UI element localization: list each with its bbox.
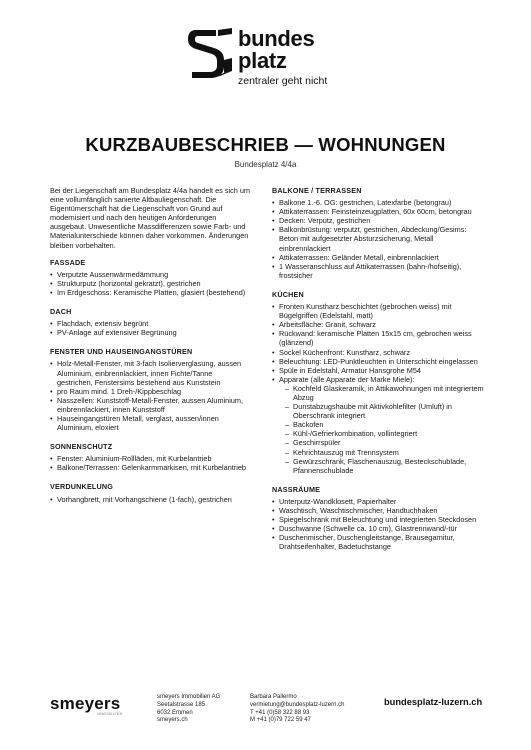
section-heading-balkone: BALKONE / TERRASSEN xyxy=(272,186,362,195)
left-column xyxy=(50,186,250,514)
list-item: • Balkone 1.-6. OG: gestrichen, Latexfarbe (betongrau) xyxy=(272,198,484,207)
list-item: • Balkonbrüstung: verputzt, gestrichen, Abdeckung/Gesims: Beton mit aufgesetzter Absturzsicherung, Metall einbrennlackiert xyxy=(272,225,484,252)
sub-list-item: – Kehrichtauszug mit Trennsystem xyxy=(279,448,484,457)
list-item-apparate xyxy=(272,375,484,475)
list-item: • Spiegelschrank mit Beleuchtung und integrierten Steckdosen xyxy=(272,515,484,524)
list-item: • pro Raum mind. 1 Dreh-/Kippbeschlag xyxy=(50,387,250,396)
list-item: • Hauseingangstüren Metall, verglast, aussen/innen Aluminium, eloxiert xyxy=(50,414,250,432)
list-item: • PV-Anlage auf extensiver Begrünung xyxy=(50,328,250,337)
smeyers-logo: smeyers xyxy=(50,694,121,713)
sub-list-item: – Kühl-/Gefrierkombination, vollintegriert xyxy=(279,429,484,438)
contact-mobile: M +41 (0)79 722 59 47 xyxy=(250,717,311,724)
company-street: Seetalstrasse 185 xyxy=(157,701,206,708)
smeyers-logo-subline: IMMOBILIEN xyxy=(97,712,123,716)
company-website[interactable]: smeyers.ch xyxy=(157,717,188,724)
page-subtitle: Bundesplatz 4/4a xyxy=(234,160,297,169)
contact-email[interactable]: vermietung@bundesplatz-luzern.ch xyxy=(250,701,345,708)
list-item: • Duschenmischer, Duschengleitstange, Brausegarnitur, Drahtseifenhalter, Badetuchstange xyxy=(272,533,484,551)
list-item: • Flachdach, extensiv begrünt xyxy=(50,319,250,328)
verdunkelung-list xyxy=(50,495,250,504)
sub-list-item: – Geschirrspüler xyxy=(279,438,484,447)
section-heading-kuechen: KÜCHEN xyxy=(272,289,304,299)
contact-name: Barbara Pallermo xyxy=(250,694,297,700)
list-item: • Verputzte Aussenwärmedämmung xyxy=(50,270,250,279)
fassade-list xyxy=(50,270,250,297)
list-item: • Attikaterrassen: Feinsteinzeugplatten, 60x 60cm, betongrau xyxy=(272,207,484,216)
list-item: • Rückwand: keramische Platten 15x15 cm, gebrochen weiss (glänzend) xyxy=(272,329,484,347)
apparate-label: Apparate (alle Apparate der Marke Miele): xyxy=(279,374,415,384)
sub-list-item: – Backofen xyxy=(279,420,484,429)
list-item: • Spüle in Edelstahl, Armatur Hansgrohe M54 xyxy=(272,366,484,375)
contact-phone: T +41 (0)58 322 88 93 xyxy=(250,709,310,716)
section-heading-sonnenschutz: SONNENSCHUTZ xyxy=(50,442,113,452)
list-item: • Fenster: Aluminium-Rollläden, mit Kurbelantrieb xyxy=(50,454,250,463)
list-item: • Unterputz-Wandklosett, Papierhalter xyxy=(272,497,484,506)
intro-text: Bei der Liegenschaft am Bundesplatz 4/4a handelt es sich um eine vollumfänglich sanierte Altbauliegenschaft. Die Eigentümerschaft hat die Liegenschaft von Grund auf modernisiert und nach den heutigen Anforderungen ausgebaut. Unwesentliche Massdifferenzen sowie Farb- und Materialunterschiede können daher vorkommen. Änderungen bleiben vorbehalten. xyxy=(50,186,250,250)
list-item: • Decken: Verputz, gestrichen xyxy=(272,216,484,225)
dach-list xyxy=(50,319,250,337)
company-city: 6032 Emmen xyxy=(157,709,193,716)
section-heading-verdunkelung: VERDUNKELUNG xyxy=(50,482,114,492)
list-item: • Vorhangbrett, mit Vorhangschiene (1-fach), gestrichen xyxy=(50,495,250,504)
kuechen-list xyxy=(272,302,484,475)
list-item: • Balkone/Terrassen: Gelenkarmmarkisen, mit Kurbelantrieb xyxy=(50,463,250,472)
list-item: • Arbeitsfläche: Granit, schwarz xyxy=(272,320,484,329)
page-title: KURZBAUBESCHRIEB — WOHNUNGEN xyxy=(85,134,446,155)
company-address xyxy=(157,694,220,725)
nassraeume-list xyxy=(272,497,484,552)
list-item: • Attikaterrassen: Geländer Metall, einbrennlackiert xyxy=(272,253,484,262)
sub-list-item: – Kochfeld Glaskeramik, in Attikawohnungen mit integriertem Abzug xyxy=(279,384,484,402)
list-item: • Nasszellen: Kunststoff-Metall-Fenster, aussen Aluminium, einbrennlackiert, innen Kunststoff xyxy=(50,396,250,414)
footer xyxy=(0,688,531,750)
list-item: • Waschtisch, Waschtischmischer, Handtuchhaken xyxy=(272,506,484,515)
apparate-sublist xyxy=(279,384,484,475)
bundesplatz-logo-icon xyxy=(186,26,234,82)
brand-name-line2: platz xyxy=(238,48,287,73)
section-heading-fassade: FASSADE xyxy=(50,257,86,267)
header xyxy=(0,0,531,90)
list-item: • Beleuchtung: LED-Punktleuchten in Unterschicht eingelassen xyxy=(272,357,484,366)
sub-list-item: – Gewürzschrank, Flaschenauszug, Besteckschublade, Pfannenschublade xyxy=(279,457,484,475)
list-item: • Holz-Metall-Fenster, mit 3-fach Isolierverglasung, aussen Aluminium, einbrennlackiert, innen Fichte/Tanne gestrichen, Fenstersims bestehend aus Kunststein xyxy=(50,359,250,386)
tagline: zentraler geht nicht xyxy=(238,75,328,87)
list-item: • 1 Wasseranschluss auf Attikaterrassen (bahn-/hofseitig), frostsicher xyxy=(272,262,484,280)
section-heading-dach: DACH xyxy=(50,307,72,317)
list-item: • Fronten Kunstharz beschichtet (gebrochen weiss) mit Bügelgriffen (Edelstahl, matt) xyxy=(272,302,484,320)
fenster-list xyxy=(50,359,250,432)
website-link[interactable]: bundesplatz-luzern.ch xyxy=(384,697,483,707)
list-item: • Sockel Küchenfront: Kunstharz, schwarz xyxy=(272,348,484,357)
sonnenschutz-list xyxy=(50,454,250,472)
contact-info xyxy=(250,694,344,725)
section-heading-nassraeume: NASSRÄUME xyxy=(272,484,321,494)
company-name: smeyers Immobilien AG xyxy=(157,694,221,700)
balkone-list xyxy=(272,198,484,280)
brand-name-line1: bundes xyxy=(238,26,315,51)
sub-list-item: – Dunstabzugshaube mit Aktivkohlefilter (Umluft) in Oberschrank integriert xyxy=(279,402,484,420)
right-column xyxy=(272,186,484,561)
list-item: • Strukturputz (horizontal gekratzt), gestrichen xyxy=(50,279,250,288)
list-item: • Duschwanne (Schwelle ca. 10 cm), Glastrennwand/-tür xyxy=(272,524,484,533)
list-item: • Im Erdgeschoss: Keramische Platten, glasiert (bestehend) xyxy=(50,288,250,297)
section-heading-fenster: FENSTER UND HAUSEINGANGSTÜREN xyxy=(50,347,193,357)
